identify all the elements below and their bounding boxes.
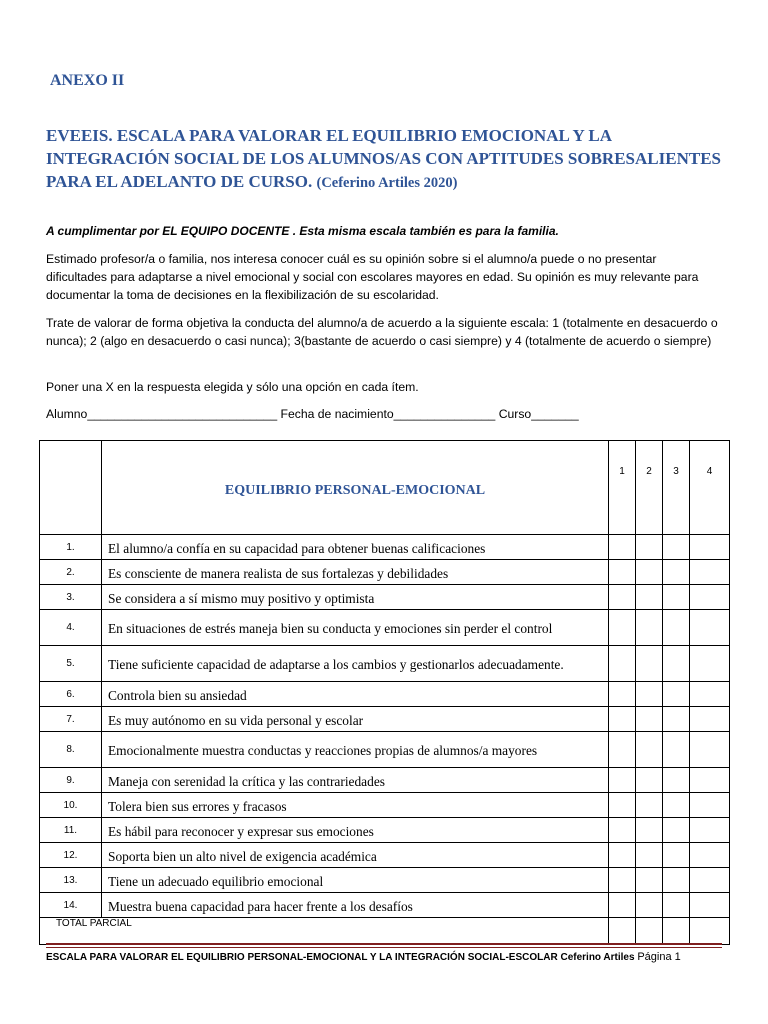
rating-cell-3[interactable] xyxy=(663,707,690,732)
item-text: Muestra buena capacidad para hacer frente a los desafíos xyxy=(102,893,609,918)
rating-cell-4[interactable] xyxy=(690,682,730,707)
footer-divider xyxy=(46,943,722,945)
item-text: Es hábil para reconocer y expresar sus emociones xyxy=(102,818,609,843)
rating-cell-3[interactable] xyxy=(663,843,690,868)
rating-cell-2[interactable] xyxy=(636,893,663,918)
rating-cell-4[interactable] xyxy=(690,707,730,732)
total-cell-3[interactable] xyxy=(663,918,690,945)
intro-instruction: A cumplimentar por EL EQUIPO DOCENTE . Esta misma escala también es para la familia. xyxy=(46,224,559,238)
table-row xyxy=(40,843,730,868)
rating-cell-3[interactable] xyxy=(663,646,690,682)
footer-divider-thin xyxy=(46,947,722,948)
rating-cell-1[interactable] xyxy=(609,843,636,868)
item-text: Soporta bien un alto nivel de exigencia académica xyxy=(102,843,609,868)
total-cell-4[interactable] xyxy=(690,918,730,945)
item-text: Tolera bien sus errores y fracasos xyxy=(102,793,609,818)
rating-cell-1[interactable] xyxy=(609,646,636,682)
document-title xyxy=(46,124,736,195)
table-row xyxy=(40,560,730,585)
rating-cell-4[interactable] xyxy=(690,768,730,793)
rating-cell-3[interactable] xyxy=(663,893,690,918)
rating-table xyxy=(39,440,730,945)
scale-header-4: 4 xyxy=(690,441,730,535)
item-number: 4. xyxy=(40,610,102,646)
item-text: Tiene un adecuado equilibrio emocional xyxy=(102,868,609,893)
rating-cell-1[interactable] xyxy=(609,610,636,646)
item-text: Tiene suficiente capacidad de adaptarse a los cambios y gestionarlos adecuadamente. xyxy=(102,646,609,682)
rating-cell-3[interactable] xyxy=(663,682,690,707)
rating-cell-4[interactable] xyxy=(690,818,730,843)
table-row xyxy=(40,868,730,893)
table-header-row xyxy=(40,441,730,535)
rating-cell-2[interactable] xyxy=(636,732,663,768)
total-row xyxy=(40,918,730,945)
rating-cell-2[interactable] xyxy=(636,646,663,682)
rating-cell-3[interactable] xyxy=(663,732,690,768)
rating-cell-2[interactable] xyxy=(636,843,663,868)
table-row xyxy=(40,610,730,646)
table-row xyxy=(40,682,730,707)
table-row xyxy=(40,646,730,682)
section-title: EQUILIBRIO PERSONAL-EMOCIONAL xyxy=(102,441,609,535)
total-label: TOTAL PARCIAL xyxy=(40,918,609,945)
rating-cell-1[interactable] xyxy=(609,732,636,768)
table-row xyxy=(40,818,730,843)
rating-cell-2[interactable] xyxy=(636,610,663,646)
item-text: Emocionalmente muestra conductas y reacciones propias de alumnos/a mayores xyxy=(102,732,609,768)
rating-cell-1[interactable] xyxy=(609,585,636,610)
paragraph-scale-explanation: Trate de valorar de forma objetiva la conducta del alumno/a de acuerdo a la siguiente escala: 1 (totalmente en desacuerdo o nunca); 2 (algo en desacuerdo o casi nunca); 3(bastante de acuerdo o casi siempre) y 4 (totalmente de acuerdo o siempre) xyxy=(46,316,718,348)
page-number: Página 1 xyxy=(637,951,681,963)
table-row xyxy=(40,535,730,560)
rating-cell-4[interactable] xyxy=(690,610,730,646)
rating-cell-4[interactable] xyxy=(690,535,730,560)
rating-cell-2[interactable] xyxy=(636,818,663,843)
rating-cell-2[interactable] xyxy=(636,560,663,585)
header-empty-cell xyxy=(40,441,102,535)
rating-cell-4[interactable] xyxy=(690,646,730,682)
item-number: 3. xyxy=(40,585,102,610)
rating-cell-4[interactable] xyxy=(690,793,730,818)
rating-cell-1[interactable] xyxy=(609,682,636,707)
item-number: 13. xyxy=(40,868,102,893)
item-number: 9. xyxy=(40,768,102,793)
item-number: 10. xyxy=(40,793,102,818)
rating-cell-1[interactable] xyxy=(609,535,636,560)
table-row xyxy=(40,707,730,732)
rating-cell-2[interactable] xyxy=(636,707,663,732)
item-number: 2. xyxy=(40,560,102,585)
item-number: 5. xyxy=(40,646,102,682)
rating-cell-1[interactable] xyxy=(609,768,636,793)
item-number: 6. xyxy=(40,682,102,707)
rating-cell-4[interactable] xyxy=(690,893,730,918)
item-number: 8. xyxy=(40,732,102,768)
rating-cell-1[interactable] xyxy=(609,818,636,843)
student-info-fields[interactable]: Alumno____________________________ Fecha de nacimiento_______________ Curso_______ xyxy=(46,407,579,421)
item-number: 11. xyxy=(40,818,102,843)
table-row xyxy=(40,893,730,918)
rating-cell-2[interactable] xyxy=(636,535,663,560)
table-row xyxy=(40,585,730,610)
item-text: Es consciente de manera realista de sus fortalezas y debilidades xyxy=(102,560,609,585)
item-number: 14. xyxy=(40,893,102,918)
rating-cell-3[interactable] xyxy=(663,793,690,818)
page-footer xyxy=(46,951,726,963)
rating-cell-3[interactable] xyxy=(663,610,690,646)
rating-cell-2[interactable] xyxy=(636,585,663,610)
item-text: Maneja con serenidad la crítica y las contrariedades xyxy=(102,768,609,793)
rating-cell-1[interactable] xyxy=(609,560,636,585)
rating-cell-2[interactable] xyxy=(636,768,663,793)
total-cell-2[interactable] xyxy=(636,918,663,945)
total-cell-1[interactable] xyxy=(609,918,636,945)
title-main: EVEEIS. ESCALA PARA VALORAR EL EQUILIBRIO EMOCIONAL Y LA INTEGRACIÓN SOCIAL DE LOS ALUMNOS/AS CON APTITUDES SOBRESALIENTES PARA EL ADELANTO DE CURSO. xyxy=(46,126,721,191)
table-row xyxy=(40,793,730,818)
item-text: Se considera a sí mismo muy positivo y optimista xyxy=(102,585,609,610)
rating-cell-3[interactable] xyxy=(663,560,690,585)
rating-cell-4[interactable] xyxy=(690,868,730,893)
rating-cell-3[interactable] xyxy=(663,535,690,560)
rating-cell-4[interactable] xyxy=(690,843,730,868)
footer-text: ESCALA PARA VALORAR EL EQUILIBRIO PERSONAL-EMOCIONAL Y LA INTEGRACIÓN SOCIAL-ESCOLAR Ceferino Artiles xyxy=(46,952,638,963)
rating-cell-1[interactable] xyxy=(609,793,636,818)
item-number: 7. xyxy=(40,707,102,732)
item-text: Controla bien su ansiedad xyxy=(102,682,609,707)
rating-cell-1[interactable] xyxy=(609,893,636,918)
item-text: Es muy autónomo en su vida personal y escolar xyxy=(102,707,609,732)
rating-cell-3[interactable] xyxy=(663,585,690,610)
rating-cell-1[interactable] xyxy=(609,868,636,893)
rating-cell-4[interactable] xyxy=(690,732,730,768)
scale-header-2: 2 xyxy=(636,441,663,535)
paragraph-mark-instruction: Poner una X en la respuesta elegida y sólo una opción en cada ítem. xyxy=(46,380,419,394)
paragraph-greeting: Estimado profesor/a o familia, nos interesa conocer cuál es su opinión sobre si el alumno/a puede o no presentar dificultades para adaptarse a nivel emocional y social con escolares mayores en edad. Su opinión es muy relevante para documentar la toma de decisiones en la flexibilización de su escolaridad. xyxy=(46,252,699,302)
title-author: (Ceferino Artiles 2020) xyxy=(316,175,458,191)
annex-label: ANEXO II xyxy=(50,72,125,89)
rating-cell-2[interactable] xyxy=(636,868,663,893)
rating-cell-3[interactable] xyxy=(663,868,690,893)
table-row xyxy=(40,768,730,793)
rating-cell-2[interactable] xyxy=(636,793,663,818)
table-row xyxy=(40,732,730,768)
scale-header-1: 1 xyxy=(609,441,636,535)
item-number: 1. xyxy=(40,535,102,560)
rating-cell-1[interactable] xyxy=(609,707,636,732)
rating-cell-3[interactable] xyxy=(663,818,690,843)
scale-header-3: 3 xyxy=(663,441,690,535)
item-text: El alumno/a confía en su capacidad para obtener buenas calificaciones xyxy=(102,535,609,560)
rating-cell-3[interactable] xyxy=(663,768,690,793)
item-text: En situaciones de estrés maneja bien su conducta y emociones sin perder el control xyxy=(102,610,609,646)
rating-cell-4[interactable] xyxy=(690,560,730,585)
rating-cell-2[interactable] xyxy=(636,682,663,707)
rating-cell-4[interactable] xyxy=(690,585,730,610)
item-number: 12. xyxy=(40,843,102,868)
